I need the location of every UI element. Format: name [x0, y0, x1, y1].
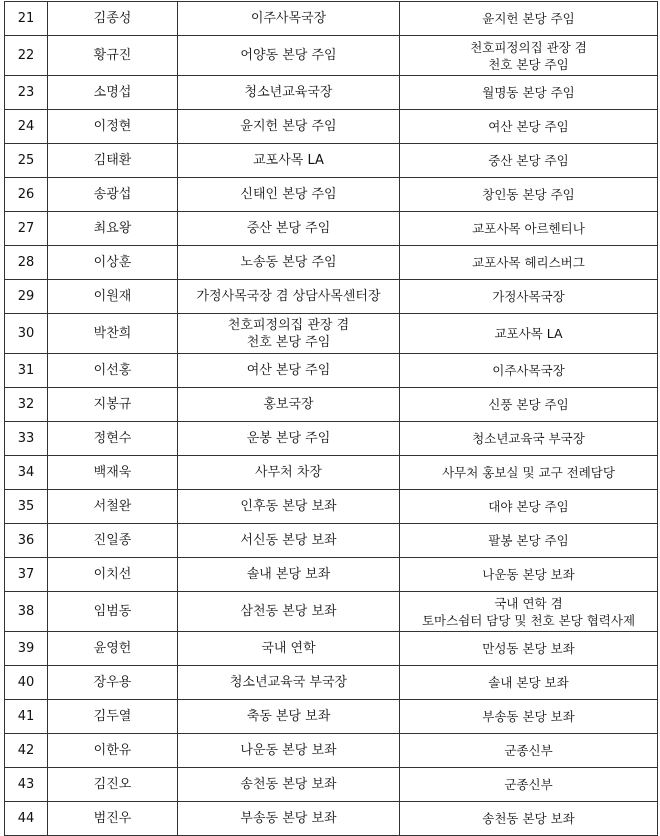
previous-post-line: 축동 본당 보좌 [246, 709, 331, 724]
priest-name-cell [48, 666, 178, 700]
row-number-cell [5, 388, 48, 422]
priest-name-cell [48, 422, 178, 456]
new-post-line: 솔내 본당 보좌 [488, 675, 569, 690]
priest-name-cell [48, 2, 178, 36]
priest-name: 김진오 [93, 777, 132, 792]
row-number: 30 [17, 326, 35, 341]
priest-name: 최요왕 [93, 221, 132, 236]
row-number: 36 [17, 533, 35, 548]
previous-post-line: 서신동 본당 보좌 [240, 533, 337, 548]
priest-name: 이한유 [93, 743, 132, 758]
table-row [5, 734, 658, 768]
new-post-line: 나운동 본당 보좌 [482, 567, 575, 582]
priest-name: 이선홍 [93, 363, 132, 378]
row-number: 34 [17, 465, 35, 480]
previous-post-line: 송천동 본당 보좌 [240, 777, 337, 792]
row-number-cell [5, 422, 48, 456]
row-number-cell [5, 212, 48, 246]
priest-name: 김태환 [93, 153, 132, 168]
row-number: 39 [17, 641, 35, 656]
new-post-line: 중산 본당 주임 [488, 153, 569, 168]
new-post-line: 천호피정의집 관장 겸 [470, 39, 587, 55]
previous-post-line: 천호피정의집 관장 겸 [227, 317, 350, 333]
new-post-cell [400, 524, 658, 558]
row-number: 32 [17, 397, 35, 412]
previous-post-line: 홍보국장 [263, 397, 314, 412]
assignment-table [4, 1, 658, 836]
previous-post-cell [178, 456, 400, 490]
priest-name-cell [48, 76, 178, 110]
previous-post-cell [178, 632, 400, 666]
row-number-cell [5, 632, 48, 666]
previous-post-cell [178, 524, 400, 558]
row-number: 25 [17, 153, 35, 168]
table-row [5, 314, 658, 354]
new-post-cell [400, 734, 658, 768]
new-post-cell [400, 700, 658, 734]
previous-post-cell [178, 558, 400, 592]
priest-name-cell [48, 246, 178, 280]
new-post-cell [400, 178, 658, 212]
new-post-line: 윤지헌 본당 주임 [482, 11, 575, 26]
priest-name-cell [48, 144, 178, 178]
table-row [5, 666, 658, 700]
priest-name-cell [48, 178, 178, 212]
previous-post-cell [178, 246, 400, 280]
new-post-line: 청소년교육국 부국장 [472, 431, 585, 446]
previous-post-cell [178, 36, 400, 76]
new-post-cell [400, 768, 658, 802]
row-number: 31 [17, 363, 35, 378]
previous-post-line: 나운동 본당 보좌 [240, 743, 337, 758]
priest-name: 황규진 [93, 48, 132, 63]
priest-name: 장우용 [93, 675, 132, 690]
table-row [5, 632, 658, 666]
new-post-cell [400, 632, 658, 666]
previous-post-cell [178, 666, 400, 700]
previous-post-line: 사무처 차장 [255, 465, 322, 480]
row-number: 44 [17, 811, 35, 826]
priest-name: 이상훈 [93, 255, 132, 270]
table-row [5, 280, 658, 314]
previous-post-line: 노송동 본당 주임 [240, 255, 337, 270]
table-row [5, 36, 658, 76]
new-post-cell [400, 76, 658, 110]
new-post-cell [400, 802, 658, 836]
table-row [5, 110, 658, 144]
new-post-line: 부송동 본당 보좌 [482, 709, 575, 724]
table-row [5, 354, 658, 388]
row-number-cell [5, 700, 48, 734]
row-number: 23 [17, 85, 35, 100]
previous-post-line: 이주사목국장 [250, 11, 327, 26]
priest-name-cell [48, 700, 178, 734]
previous-post-cell [178, 700, 400, 734]
row-number-cell [5, 558, 48, 592]
priest-name: 지봉규 [93, 397, 132, 412]
previous-post-cell [178, 734, 400, 768]
previous-post-cell [178, 110, 400, 144]
row-number-cell [5, 802, 48, 836]
row-number-cell [5, 280, 48, 314]
new-post-line: 송천동 본당 보좌 [482, 811, 575, 826]
new-post-cell [400, 36, 658, 76]
new-post-line: 이주사목국장 [492, 363, 565, 378]
priest-name-cell [48, 456, 178, 490]
new-post-cell [400, 666, 658, 700]
priest-name-cell [48, 490, 178, 524]
previous-post-line: 솔내 본당 보좌 [246, 567, 331, 582]
new-post-cell [400, 422, 658, 456]
row-number-cell [5, 456, 48, 490]
table-row [5, 456, 658, 490]
priest-name: 소명섭 [93, 85, 132, 100]
row-number: 33 [17, 431, 35, 446]
previous-post-line: 부송동 본당 보좌 [240, 811, 337, 826]
new-post-line: 군종신부 [504, 777, 553, 792]
row-number: 26 [17, 187, 35, 202]
new-post-line: 교포사목 헤리스버그 [472, 255, 585, 270]
priest-name-cell [48, 734, 178, 768]
previous-post-cell [178, 490, 400, 524]
row-number-cell [5, 76, 48, 110]
priest-name: 범진우 [93, 811, 132, 826]
previous-post-line: 가정사목국장 겸 상담사목센터장 [196, 289, 381, 304]
row-number-cell [5, 666, 48, 700]
row-number-cell [5, 734, 48, 768]
priest-name-cell [48, 354, 178, 388]
new-post-line: 사무처 홍보실 및 교구 전례담당 [442, 465, 615, 480]
priest-name: 송광섭 [93, 187, 132, 202]
row-number-cell [5, 144, 48, 178]
row-number-cell [5, 2, 48, 36]
table-row [5, 592, 658, 632]
table-row [5, 388, 658, 422]
table-row [5, 422, 658, 456]
table-row [5, 246, 658, 280]
row-number: 21 [17, 11, 35, 26]
previous-post-line: 청소년교육국 부국장 [229, 675, 348, 690]
previous-post-line: 운봉 본당 주임 [246, 431, 331, 446]
table-row [5, 144, 658, 178]
row-number: 35 [17, 499, 35, 514]
priest-name: 이치선 [93, 567, 132, 582]
new-post-line: 월명동 본당 주임 [482, 85, 575, 100]
table-row [5, 524, 658, 558]
row-number: 43 [17, 777, 35, 792]
priest-name-cell [48, 212, 178, 246]
priest-name-cell [48, 524, 178, 558]
new-post-line: 군종신부 [504, 743, 553, 758]
priest-name-cell [48, 314, 178, 354]
new-post-cell [400, 490, 658, 524]
new-post-cell [400, 388, 658, 422]
previous-post-line: 인후동 본당 보좌 [240, 499, 337, 514]
previous-post-cell [178, 388, 400, 422]
new-post-line: 교포사목 LA [494, 326, 563, 341]
table-row [5, 802, 658, 836]
new-post-cell [400, 144, 658, 178]
table-row [5, 700, 658, 734]
previous-post-cell [178, 768, 400, 802]
new-post-line: 창인동 본당 주임 [482, 187, 575, 202]
row-number-cell [5, 246, 48, 280]
row-number-cell [5, 524, 48, 558]
table-row [5, 558, 658, 592]
table-row [5, 76, 658, 110]
previous-post-cell [178, 2, 400, 36]
previous-post-line: 신태인 본당 주임 [240, 187, 337, 202]
priest-name-cell [48, 280, 178, 314]
row-number: 42 [17, 743, 35, 758]
table-row [5, 178, 658, 212]
new-post-line: 만성동 본당 보좌 [482, 641, 575, 656]
previous-post-line: 어양동 본당 주임 [240, 48, 337, 63]
previous-post-cell [178, 178, 400, 212]
previous-post-cell [178, 422, 400, 456]
row-number: 27 [17, 221, 35, 236]
row-number-cell [5, 490, 48, 524]
priest-name: 이정현 [93, 119, 132, 134]
new-post-line: 가정사목국장 [492, 289, 565, 304]
row-number-cell [5, 592, 48, 632]
row-number: 24 [17, 119, 35, 134]
priest-name-cell [48, 592, 178, 632]
priest-name-cell [48, 558, 178, 592]
previous-post-line: 천호 본당 주임 [246, 334, 331, 350]
new-post-line: 천호 본당 주임 [488, 56, 569, 72]
previous-post-cell [178, 314, 400, 354]
row-number-cell [5, 36, 48, 76]
new-post-line: 토마스쉼터 담당 및 천호 본당 협력사제 [421, 612, 636, 628]
previous-post-cell [178, 212, 400, 246]
priest-name: 김종성 [93, 11, 132, 26]
new-post-cell [400, 354, 658, 388]
priest-name: 정현수 [93, 431, 132, 446]
table-row [5, 490, 658, 524]
previous-post-line: 여산 본당 주임 [246, 363, 331, 378]
priest-name: 임범동 [93, 604, 132, 619]
new-post-line: 신풍 본당 주임 [488, 397, 569, 412]
row-number: 41 [17, 709, 35, 724]
new-post-cell [400, 592, 658, 632]
previous-post-line: 중산 본당 주임 [246, 221, 331, 236]
previous-post-cell [178, 280, 400, 314]
new-post-line: 교포사목 아르헨티나 [472, 221, 585, 236]
priest-name: 서철완 [93, 499, 132, 514]
row-number-cell [5, 110, 48, 144]
table-row [5, 2, 658, 36]
previous-post-line: 교포사목 LA [253, 153, 324, 168]
row-number: 29 [17, 289, 35, 304]
row-number-cell [5, 178, 48, 212]
row-number-cell [5, 314, 48, 354]
row-number-cell [5, 768, 48, 802]
priest-name-cell [48, 802, 178, 836]
priest-name: 윤영헌 [93, 641, 132, 656]
new-post-cell [400, 280, 658, 314]
new-post-cell [400, 2, 658, 36]
priest-name-cell [48, 632, 178, 666]
row-number: 37 [17, 567, 35, 582]
priest-name-cell [48, 768, 178, 802]
previous-post-cell [178, 592, 400, 632]
table-row [5, 212, 658, 246]
new-post-cell [400, 314, 658, 354]
new-post-line: 팔봉 본당 주임 [488, 533, 569, 548]
row-number: 38 [17, 604, 35, 619]
row-number: 40 [17, 675, 35, 690]
row-number-cell [5, 354, 48, 388]
previous-post-line: 국내 연학 [261, 641, 316, 656]
new-post-cell [400, 110, 658, 144]
previous-post-cell [178, 76, 400, 110]
previous-post-cell [178, 354, 400, 388]
new-post-cell [400, 212, 658, 246]
new-post-line: 국내 연학 겸 [494, 595, 563, 611]
row-number: 22 [17, 48, 35, 63]
new-post-line: 대야 본당 주임 [488, 499, 569, 514]
priest-name: 진일종 [93, 533, 132, 548]
previous-post-line: 윤지헌 본당 주임 [240, 119, 337, 134]
priest-name: 백재욱 [93, 465, 132, 480]
priest-name-cell [48, 36, 178, 76]
table-row [5, 768, 658, 802]
previous-post-line: 청소년교육국장 [244, 85, 333, 100]
previous-post-cell [178, 144, 400, 178]
new-post-cell [400, 456, 658, 490]
priest-name: 김두열 [93, 709, 132, 724]
row-number: 28 [17, 255, 35, 270]
priest-name: 이원재 [93, 289, 132, 304]
new-post-line: 여산 본당 주임 [488, 119, 569, 134]
priest-name-cell [48, 110, 178, 144]
assignment-table-body [5, 2, 658, 836]
previous-post-line: 삼천동 본당 보좌 [240, 604, 337, 619]
new-post-cell [400, 246, 658, 280]
previous-post-cell [178, 802, 400, 836]
priest-name: 박찬희 [93, 326, 132, 341]
priest-name-cell [48, 388, 178, 422]
new-post-cell [400, 558, 658, 592]
